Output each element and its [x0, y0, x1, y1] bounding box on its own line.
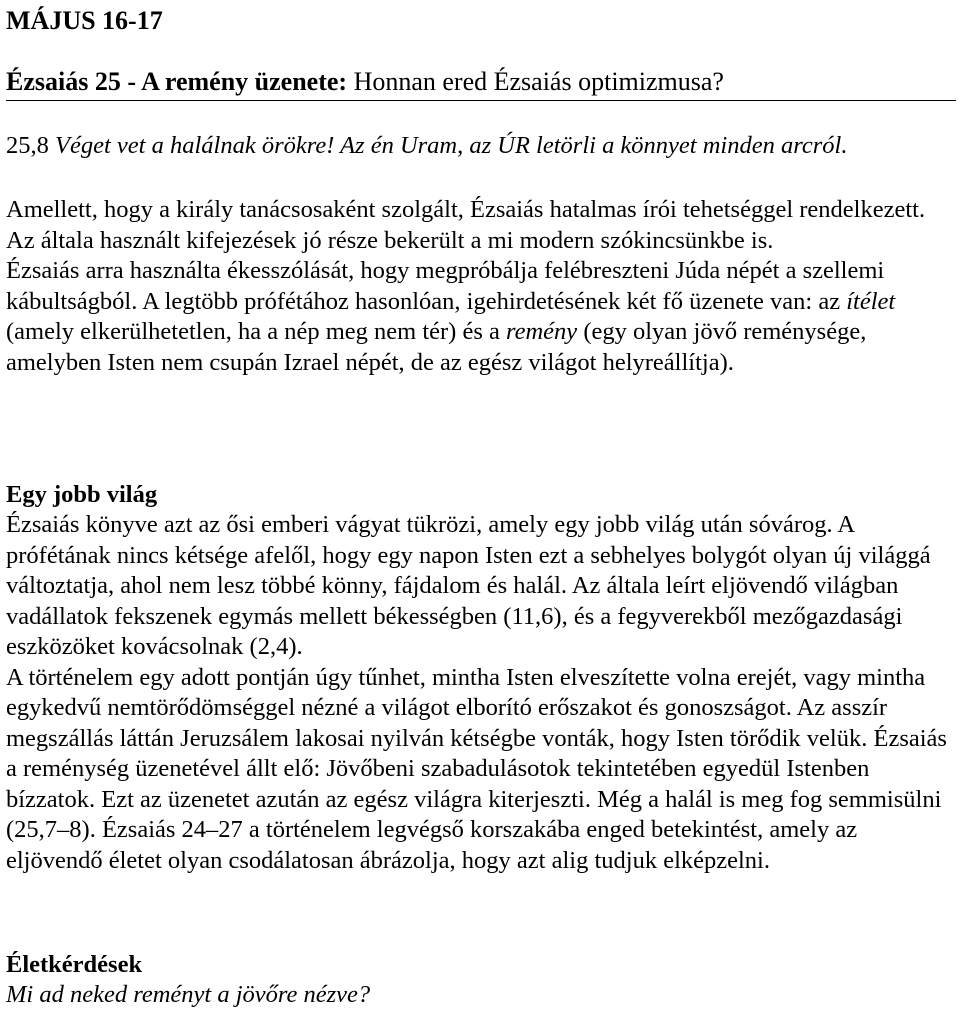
date-heading: MÁJUS 16-17	[6, 6, 163, 35]
lesson-title-main: Ézsaiás 25 - A remény üzenete:	[6, 67, 348, 96]
emphasis-itelet: ítélet	[846, 287, 896, 315]
intro-paragraph-1: Amellett, hogy a király tanácsosaként szolgált, Ézsaiás hatalmas írói tehetséggel rendelkezett. Az általa használt kifejezések jó része bekerült a mi modern szókincsünkbe is.	[6, 196, 926, 254]
section-heading-better-world: Egy jobb világ	[6, 481, 158, 508]
intro-paragraph-2	[6, 256, 954, 378]
lesson-title-question: Honnan ered Ézsaiás optimizmusa?	[347, 67, 724, 96]
intro-p2-part-3: (egy olyan jövő reménysége, amelyben Isten nem csupán Izrael népét, de az egész világot helyreállítja).	[6, 318, 867, 376]
intro-p2-part-1: Ézsaiás arra használta ékesszólását, hogy megpróbálja felébreszteni Júda népét a szellemi kábultságból. A legtöbb prófétához hasonlóan, igehirdetésének két fő üzenete van: az	[6, 257, 885, 315]
lesson-title	[6, 66, 956, 101]
verse-text: Véget vet a halálnak örökre! Az én Uram, az ÚR letörli a könnyet minden arcról.	[55, 132, 848, 159]
section-heading-life-questions: Életkérdések	[6, 951, 143, 978]
life-question: Mi ad neked reményt a jövőre nézve?	[6, 981, 371, 1008]
life-questions-section	[6, 950, 954, 1011]
verse-reference: 25,8	[6, 132, 49, 159]
section1-paragraph-1: Ézsaiás könyve azt az ősi emberi vágyat tükrözi, amely egy jobb világ után sóvárog. A prófétának nincs kétsége afelől, hogy egy napon Isten ezt a sebhelyes bolygót olyan új világgá változtatja, ahol nem lesz többé könny, fájdalom és halál. Az általa leírt eljövendő világban vadállatok fekszenek egymás mellett békességben (11,6), és a fegyverekből mezőgazdasági eszközöket kovácsolnak (2,4).	[6, 511, 931, 660]
key-verse	[6, 131, 847, 161]
intro-section	[6, 195, 954, 378]
better-world-section	[6, 480, 954, 876]
section1-paragraph-2: A történelem egy adott pontján úgy tűnhet, mintha Isten elveszítette volna erejét, vagy mintha egykedvű nemtörődömséggel nézné a világot elborító erőszakot és gonoszságot. Az asszír megszállás láttán Jeruzsálem lakosai nyilván kétségbe vonták, hogy Isten törődik velük. Ézsaiás a reménység üzenetével állt elő: Jövőbeni szabadulásotok tekintetében egyedül Istenben bízzatok. Ezt az üzenetet azután az egész világra kiterjeszti. Még a halál is meg fog semmisülni (25,7–8). Ézsaiás 24–27 a történelem legvégső korszakába enged betekintést, amely az eljövendő életet olyan csodálatosan ábrázolja, hogy azt alig tudjuk elképzelni.	[6, 663, 947, 874]
intro-p2-part-2: (amely elkerülhetetlen, ha a nép meg nem tér) és a	[6, 318, 506, 345]
emphasis-remeny: remény	[505, 318, 578, 345]
